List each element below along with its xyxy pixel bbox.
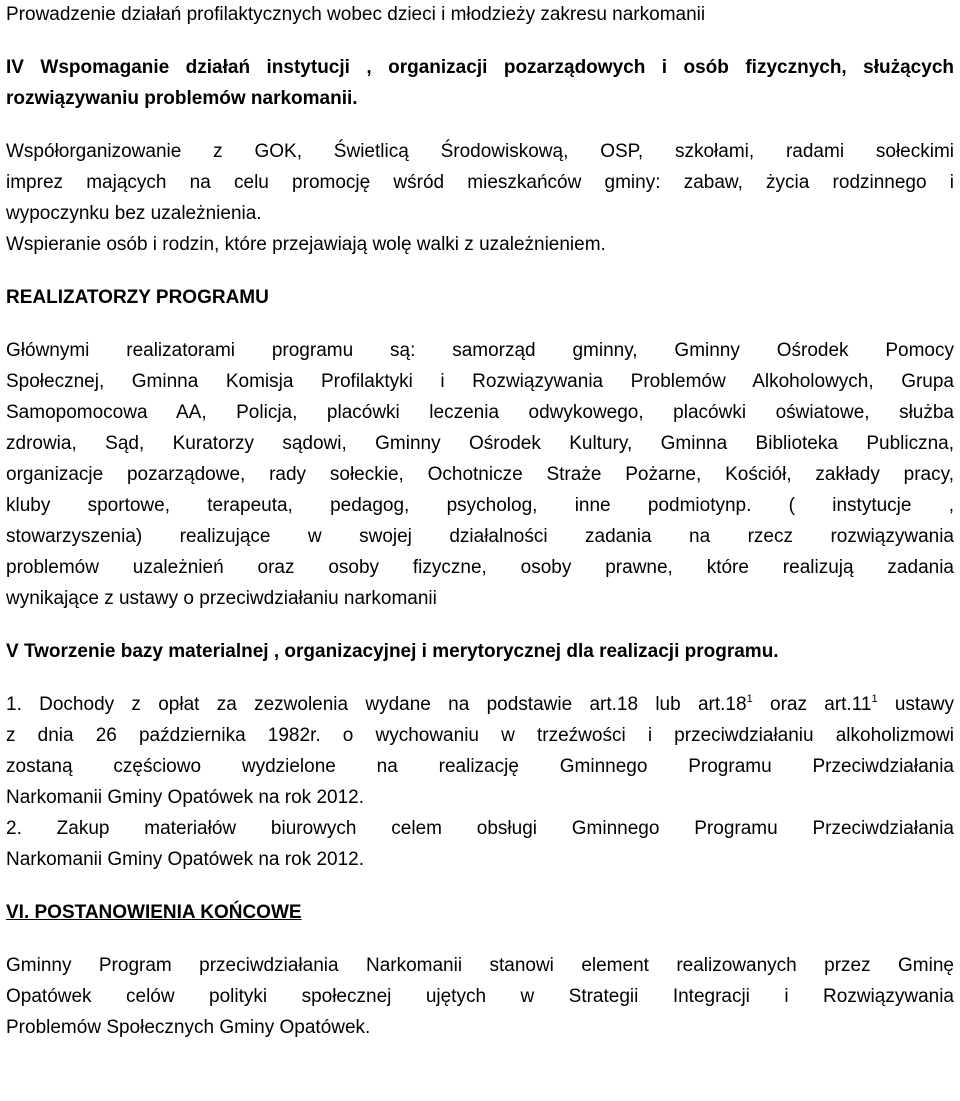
section5-heading: V Tworzenie bazy materialnej , organizacyjnej i merytorycznej dla realizacji programu.	[6, 641, 779, 662]
section5-item1-line: Narkomanii Gminy Opatówek na rok 2012.	[6, 787, 364, 808]
section4-heading: IV Wspomaganie działań instytucji , organizacji pozarządowych i osób fizycznych, służących	[6, 57, 954, 78]
realizers-line: problemów uzależnień oraz osoby fizyczne, osoby prawne, które realizują zadania	[6, 557, 954, 578]
section5-item2-line: Narkomanii Gminy Opatówek na rok 2012.	[6, 849, 364, 870]
section5-item2-line: 2. Zakup materiałów biurowych celem obsługi Gminnego Programu Przeciwdziałania	[6, 818, 954, 839]
section5-item1-line: zostaną częściowo wydzielone na realizację Gminnego Programu Przeciwdziałania	[6, 756, 954, 777]
realizers-line: organizacje pozarządowe, rady sołeckie, Ochotnicze Straże Pożarne, Kościół, zakłady pracy,	[6, 464, 954, 485]
realizers-line: Samopomocowa AA, Policja, placówki leczenia odwykowego, placówki oświatowe, służba	[6, 402, 954, 423]
intro-line: Prowadzenie działań profilaktycznych wobec dzieci i młodzieży zakresu narkomanii	[6, 4, 706, 25]
section6-line: Problemów Społecznych Gminy Opatówek.	[6, 1017, 371, 1038]
realizers-line: Społecznej, Gminna Komisja Profilaktyki i Rozwiązywania Problemów Alkoholowych, Grupa	[6, 371, 954, 392]
document-page	[6, 0, 954, 1043]
section6-heading: VI. POSTANOWIENIA KOŃCOWE	[6, 902, 302, 923]
section4-para2: Wspieranie osób i rodzin, które przejawiają wolę walki z uzależnieniem.	[6, 234, 606, 255]
section5-item1-line1: 1. Dochody z opłat za zezwolenia wydane na podstawie art.18 lub $art.18^1$ oraz $art.11^1$ ustawy	[6, 693, 954, 715]
realizers-line: wynikające z ustawy o przeciwdziałaniu narkomanii	[6, 588, 437, 609]
section6-line: Opatówek celów polityki społecznej ujętych w Strategii Integracji i Rozwiązywania	[6, 986, 954, 1007]
section4-para1-line: Współorganizowanie z GOK, Świetlicą Środowiskową, OSP, szkołami, radami sołeckimi	[6, 141, 954, 162]
realizers-heading: REALIZATORZY PROGRAMU	[6, 287, 269, 308]
section6-line: Gminny Program przeciwdziałania Narkomanii stanowi element realizowanych przez Gminę	[6, 955, 954, 976]
section4-para1-line: imprez mających na celu promocję wśród mieszkańców gminy: zabaw, życia rodzinnego i	[6, 172, 954, 193]
realizers-line: kluby sportowe, terapeuta, pedagog, psycholog, inne podmiotynp. ( instytucje ,	[6, 495, 954, 516]
realizers-line: zdrowia, Sąd, Kuratorzy sądowi, Gminny Ośrodek Kultury, Gminna Biblioteka Publiczna,	[6, 433, 954, 454]
section4-heading-cont: rozwiązywaniu problemów narkomanii.	[6, 88, 358, 109]
realizers-line: Głównymi realizatorami programu są: samorząd gminny, Gminny Ośrodek Pomocy	[6, 340, 954, 361]
section5-item1-line: z dnia 26 października 1982r. o wychowaniu w trzeźwości i przeciwdziałaniu alkoholizmowi	[6, 725, 954, 746]
realizers-line: stowarzyszenia) realizujące w swojej działalności zadania na rzecz rozwiązywania	[6, 526, 954, 547]
section4-para1-line: wypoczynku bez uzależnienia.	[6, 203, 262, 224]
